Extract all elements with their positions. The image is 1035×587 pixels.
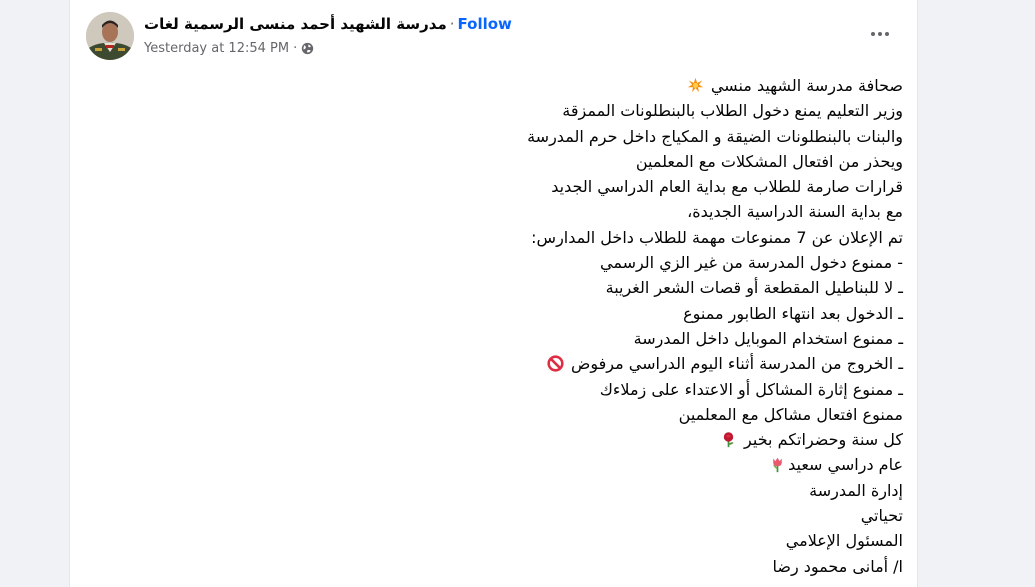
page-name-link[interactable]: مدرسة الشهيد أحمد منسى الرسمية لغات xyxy=(144,15,447,33)
post-header xyxy=(144,15,512,33)
post-line: والبنات بالبنطلونات الضيقة و المكياج داخل حرم المدرسة xyxy=(527,126,903,146)
post-line: المسئول الإعلامي xyxy=(785,531,903,551)
post-line: إدارة المدرسة xyxy=(809,480,903,500)
post-text xyxy=(103,73,903,579)
collision-emoji-icon xyxy=(687,77,704,94)
post-line: ـ ممنوع إثارة المشاكل أو الاعتداء على زملاءك xyxy=(599,379,903,399)
meta-separator: · xyxy=(293,41,298,56)
avatar[interactable] xyxy=(86,12,134,60)
post-line: تحياتي xyxy=(860,506,903,526)
more-options-icon[interactable] xyxy=(865,22,895,46)
post-timestamp[interactable]: Yesterday at 12:54 PM xyxy=(144,41,290,56)
post-line: ـ الدخول بعد انتهاء الطابور ممنوع xyxy=(683,303,903,323)
header-separator: · xyxy=(449,15,455,33)
follow-button[interactable]: Follow xyxy=(457,15,512,33)
post-line: ا/ أمانى محمود رضا xyxy=(772,556,903,576)
post-line: كل سنة وحضراتكم بخير xyxy=(103,427,903,452)
post-card xyxy=(69,0,918,587)
tulip-emoji-icon xyxy=(769,456,786,473)
post-line: - ممنوع دخول المدرسة من غير الزي الرسمي xyxy=(599,253,903,273)
post-line: ممنوع افتعال مشاكل مع المعلمين xyxy=(678,404,903,424)
post-line: عام دراسي سعيد xyxy=(103,452,903,477)
post-line: صحافة مدرسة الشهيد منسي xyxy=(103,73,903,98)
post-line: تم الإعلان عن 7 ممنوعات مهمة للطلاب داخل المدارس: xyxy=(531,227,903,247)
post-line: ـ الخروج من المدرسة أثناء اليوم الدراسي مرفوض xyxy=(103,351,903,376)
post-line: ـ ممنوع استخدام الموبايل داخل المدرسة xyxy=(633,328,903,348)
prohibited-emoji-icon xyxy=(547,355,564,372)
post-line: ويحذر من افتعال المشكلات مع المعلمين xyxy=(635,151,903,171)
rose-emoji-icon xyxy=(720,431,737,448)
post-line: مع بداية السنة الدراسية الجديدة، xyxy=(687,202,903,222)
post-line: وزير التعليم يمنع دخول الطلاب بالبنطلونات الممزقة xyxy=(562,101,903,121)
post-line: ـ لا للبناطيل المقطعة أو قصات الشعر الغريبة xyxy=(605,278,903,298)
globe-icon[interactable] xyxy=(301,42,314,55)
post-meta xyxy=(144,41,314,56)
post-line: قرارات صارمة للطلاب مع بداية العام الدراسي الجديد xyxy=(551,177,903,197)
